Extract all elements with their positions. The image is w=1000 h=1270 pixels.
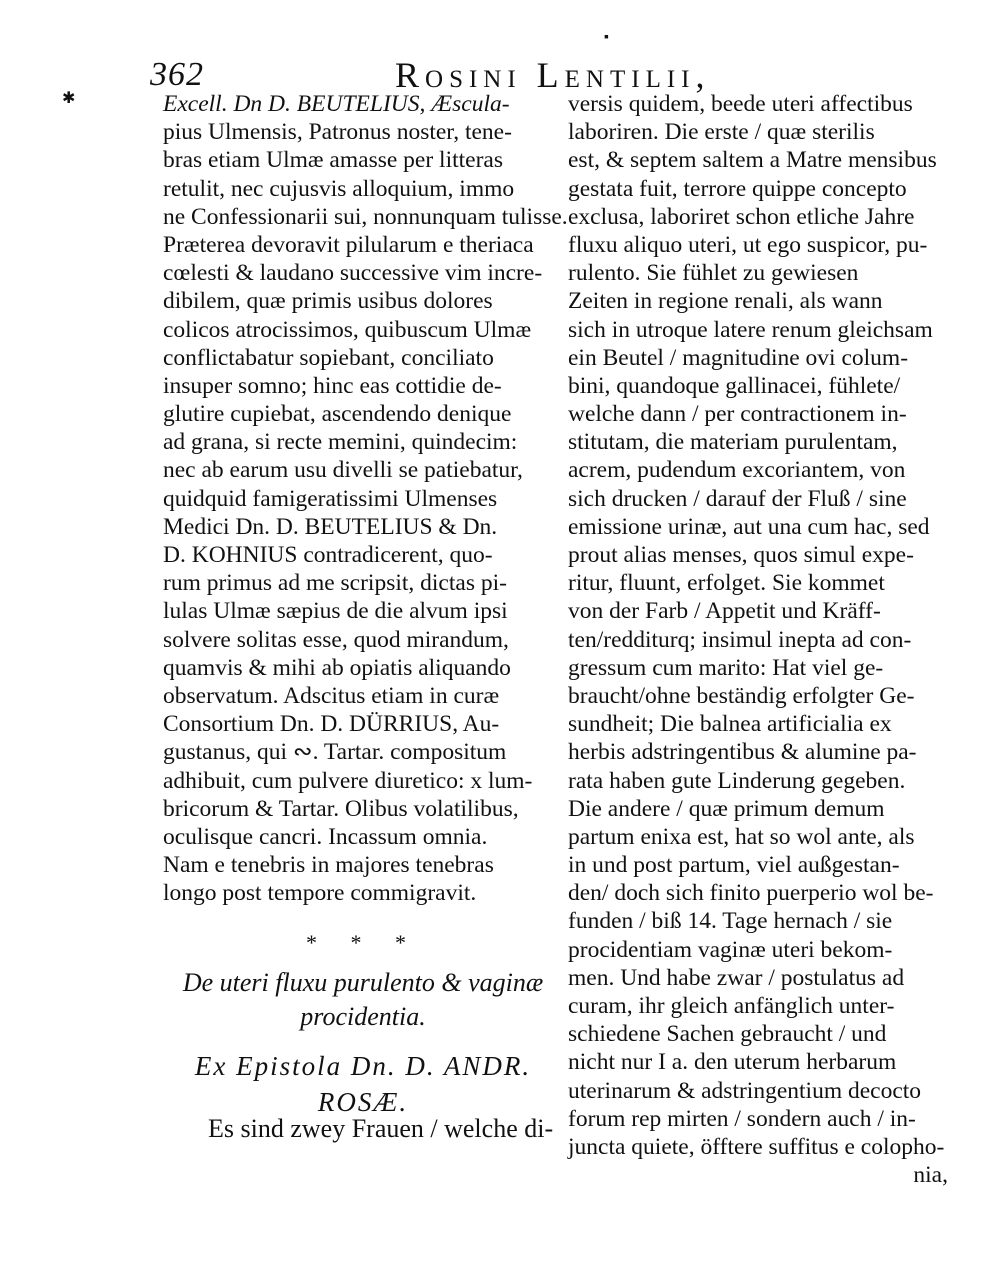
text-line: observatum. Adscitus etiam in curæ bbox=[163, 682, 500, 709]
section-title-line: procidentia. bbox=[300, 1002, 426, 1031]
text-line: quamvis & mihi ab opiatis aliquando bbox=[163, 654, 511, 681]
section-heading bbox=[163, 928, 563, 1120]
running-head: Rosini Lentilii, bbox=[395, 55, 711, 95]
text-line: von der Farb / Appetit und Kräff- bbox=[568, 598, 881, 625]
text-line: nia, bbox=[913, 1162, 948, 1189]
text-line: curam, ihr gleich anfänglich unter- bbox=[568, 993, 895, 1019]
text-line: nicht nur I a. den uterum herbarum bbox=[568, 1049, 897, 1076]
text-line: acrem, pudendum excoriantem, von bbox=[568, 457, 906, 484]
text-line: lulas Ulmæ sæpius de die alvum ipsi bbox=[163, 598, 508, 625]
text-line: gustanus, qui ∾. Tartar. compositum bbox=[163, 739, 507, 766]
text-line: braucht/ohne beständig erfolgter Ge- bbox=[568, 682, 915, 709]
text-line: cœlesti & laudano successive vim incre- bbox=[163, 260, 543, 287]
text-line: retulit, nec cujusvis alloquium, immo bbox=[163, 175, 515, 202]
text-line: sundheit; Die balnea artificialia ex bbox=[568, 711, 892, 738]
text-line: conflictabatur sopiebant, conciliato bbox=[163, 344, 494, 371]
text-line: longo post tempore commigravit. bbox=[163, 880, 477, 907]
text-line: est, & septem saltem a Matre mensibus bbox=[568, 147, 937, 174]
text-line: sich in utroque latere renum gleichsam bbox=[568, 316, 933, 343]
text-line: bini, quandoque gallinacei, fühlete/ bbox=[568, 372, 901, 399]
text-line: fluxu aliquo uteri, ut ego suspicor, pu- bbox=[568, 231, 928, 258]
text-line: dibilem, quæ primis usibus dolores bbox=[163, 288, 493, 315]
text-line: ein Beutel / magnitudine ovi colum- bbox=[568, 344, 909, 371]
text-line: Die andere / quæ primum demum bbox=[568, 795, 885, 822]
printer-mark-top: ▪ bbox=[604, 30, 609, 45]
text-line: versis quidem, beede uteri affectibus bbox=[568, 91, 913, 117]
text-line: gestata fuit, terrore quippe concepto bbox=[568, 175, 907, 202]
text-line: ne Confessionarii sui, nonnunquam tulisse. bbox=[163, 203, 568, 230]
text-line: Zeiten in regione renali, als wann bbox=[568, 288, 883, 315]
text-line: Consortium Dn. D. DÜRRIUS, Au- bbox=[163, 711, 500, 738]
text-line: herbis adstringentibus & alumine pa- bbox=[568, 739, 917, 766]
asterism: * * * bbox=[306, 930, 420, 955]
text-line: in und post partum, viel außgestan- bbox=[568, 852, 900, 879]
text-line: Præterea devoravit pilularum e theriaca bbox=[163, 231, 534, 258]
margin-mark-icon: ✱ bbox=[62, 90, 76, 107]
text-line: funden / biß 14. Tage hernach / sie bbox=[568, 908, 893, 935]
text-line: insuper somno; hinc eas cottidie de- bbox=[163, 372, 502, 399]
page-header bbox=[150, 48, 950, 96]
text-line: forum rep mirten / sondern auch / in- bbox=[568, 1105, 916, 1132]
text-line: uterinarum & adstringentium decocto bbox=[568, 1077, 922, 1104]
section-title bbox=[163, 966, 563, 1034]
text-line: bricorum & Tartar. Olibus volatilibus, bbox=[163, 795, 519, 822]
text-line: prout alias menses, quos simul expe- bbox=[568, 542, 914, 568]
text-line: gressum cum marito: Hat viel ge- bbox=[568, 654, 884, 681]
text-line: Nam e tenebris in majores tenebras bbox=[163, 852, 494, 879]
text-line: welche dann / per contractionem in- bbox=[568, 401, 907, 428]
text-line: D. KOHNIUS contradicerent, quo- bbox=[163, 542, 493, 568]
text-line: Medici Dn. D. BEUTELIUS & Dn. bbox=[163, 513, 498, 540]
text-line: procidentiam vaginæ uteri bekom- bbox=[568, 936, 893, 963]
right-column bbox=[568, 90, 956, 1189]
text-line: ten/redditurq; insimul inepta ad con- bbox=[568, 626, 912, 653]
text-line: oculisque cancri. Incassum omnia. bbox=[163, 823, 488, 850]
text-line: bras etiam Ulmæ amasse per litteras bbox=[163, 147, 503, 174]
text-line: schiedene Sachen gebraucht / und bbox=[568, 1021, 887, 1048]
text-line: glutire cupiebat, ascendendo denique bbox=[163, 401, 512, 428]
section-title-line: De uteri fluxu purulento & vaginæ bbox=[182, 968, 544, 997]
text-line: quidquid famigeratissimi Ulmenses bbox=[163, 485, 498, 512]
text-line: rum primus ad me scripsit, dictas pi- bbox=[163, 570, 507, 597]
text-line: ritur, fluunt, erfolget. Sie kommet bbox=[568, 570, 885, 597]
text-line: colicos atrocissimos, quibuscum Ulmæ bbox=[163, 316, 532, 343]
text-line: laboriren. Die erste / quæ sterilis bbox=[568, 119, 875, 146]
text-line: partum enixa est, hat so wol ante, als bbox=[568, 823, 915, 850]
text-line: ad grana, si recte memini, quindecim: bbox=[163, 429, 518, 456]
text-line: den/ doch sich finito puerperio wol be- bbox=[568, 880, 934, 907]
source-line: Ex Epistola Dn. D. ANDR. bbox=[194, 1051, 532, 1081]
text-line: Excell. Dn D. BEUTELIUS, Æscula- bbox=[163, 91, 510, 117]
text-line: juncta quiete, öfftere suffitus e colopho- bbox=[568, 1133, 945, 1160]
text-line: pius Ulmensis, Patronus noster, tene- bbox=[163, 119, 512, 146]
text-line: rulento. Sie fühlet zu gewiesen bbox=[568, 260, 859, 287]
left-column bbox=[163, 90, 568, 907]
text-line: nec ab earum usu divelli se patiebatur, bbox=[163, 457, 523, 484]
source-line: ROSÆ. bbox=[317, 1087, 409, 1117]
text-line: solvere solitas esse, quod mirandum, bbox=[163, 626, 509, 653]
opening-line: Es sind zwey Frauen / welche di- bbox=[208, 1114, 554, 1143]
page-number: 362 bbox=[150, 56, 204, 93]
text-line: exclusa, laboriret schon etliche Jahre bbox=[568, 203, 915, 230]
source-attribution bbox=[163, 1048, 563, 1120]
text-line: rata haben gute Linderung gegeben. bbox=[568, 767, 906, 794]
text-line: men. Und habe zwar / postulatus ad bbox=[568, 964, 905, 991]
text-line: stitutam, die materiam purulentam, bbox=[568, 429, 898, 456]
text-line: sich drucken / darauf der Fluß / sine bbox=[568, 485, 907, 512]
text-line: adhibuit, cum pulvere diuretico: x lum- bbox=[163, 767, 533, 794]
text-line: emissione urinæ, aut una cum hac, sed bbox=[568, 513, 930, 540]
